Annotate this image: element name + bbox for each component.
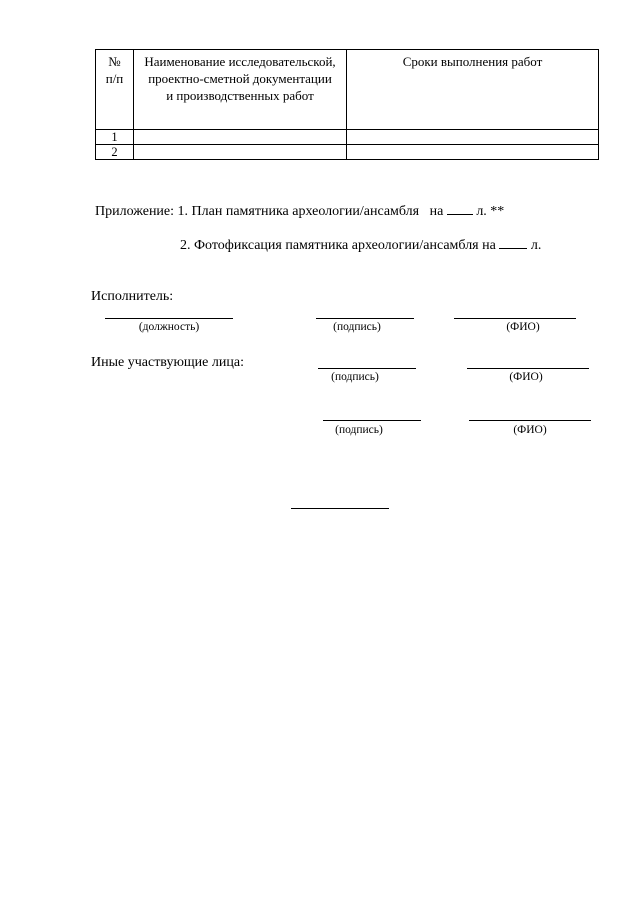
others-signature-line-1 (318, 368, 416, 369)
others-name-line-2 (469, 420, 591, 421)
executor-name-line (454, 318, 576, 319)
row-deadline-cell (347, 145, 599, 160)
closing-separator-line (291, 508, 389, 509)
others-signature-line-2 (323, 420, 421, 421)
appendix-sheets-blank-2 (499, 235, 527, 249)
executor-position-caption: (должность) (138, 321, 200, 333)
appendix-line-1-text: Приложение: 1. План памятника археологии/ансамбля на (95, 204, 444, 219)
executor-name-caption: (ФИО) (506, 321, 540, 333)
table-row (96, 130, 599, 145)
others-label: Иные участвующие лица: (91, 355, 244, 370)
row-name-cell (134, 130, 347, 145)
executor-signature-caption: (подпись) (333, 321, 381, 333)
row-number: 2 (96, 145, 134, 160)
appendix-line-2 (180, 235, 541, 254)
executor-signature-line (316, 318, 414, 319)
others-name-caption-2: (ФИО) (513, 424, 547, 436)
row-name-cell (134, 145, 347, 160)
executor-label: Исполнитель: (91, 289, 174, 304)
appendix-sheets-blank-1 (447, 201, 473, 215)
header-deadlines: Сроки выполнения работ (347, 50, 599, 130)
appendix-line-1-suffix: л. ** (476, 204, 505, 219)
table-header-row (96, 50, 599, 130)
appendix-line-2-text: 2. Фотофиксация памятника археологии/ансамбля на (180, 238, 496, 253)
table-row (96, 145, 599, 160)
works-table (95, 49, 599, 160)
appendix-line-2-suffix: л. (530, 238, 542, 253)
row-number: 1 (96, 130, 134, 145)
appendix-line-1 (95, 201, 504, 220)
header-name: Наименование исследовательской, проектно-сметной документации и производственных работ (134, 50, 347, 130)
others-signature-caption-2: (подпись) (335, 424, 383, 436)
others-name-line-1 (467, 368, 589, 369)
header-number: № п/п (96, 50, 134, 130)
row-deadline-cell (347, 130, 599, 145)
others-signature-caption-1: (подпись) (331, 371, 379, 383)
others-name-caption-1: (ФИО) (509, 371, 543, 383)
executor-position-line (105, 318, 233, 319)
